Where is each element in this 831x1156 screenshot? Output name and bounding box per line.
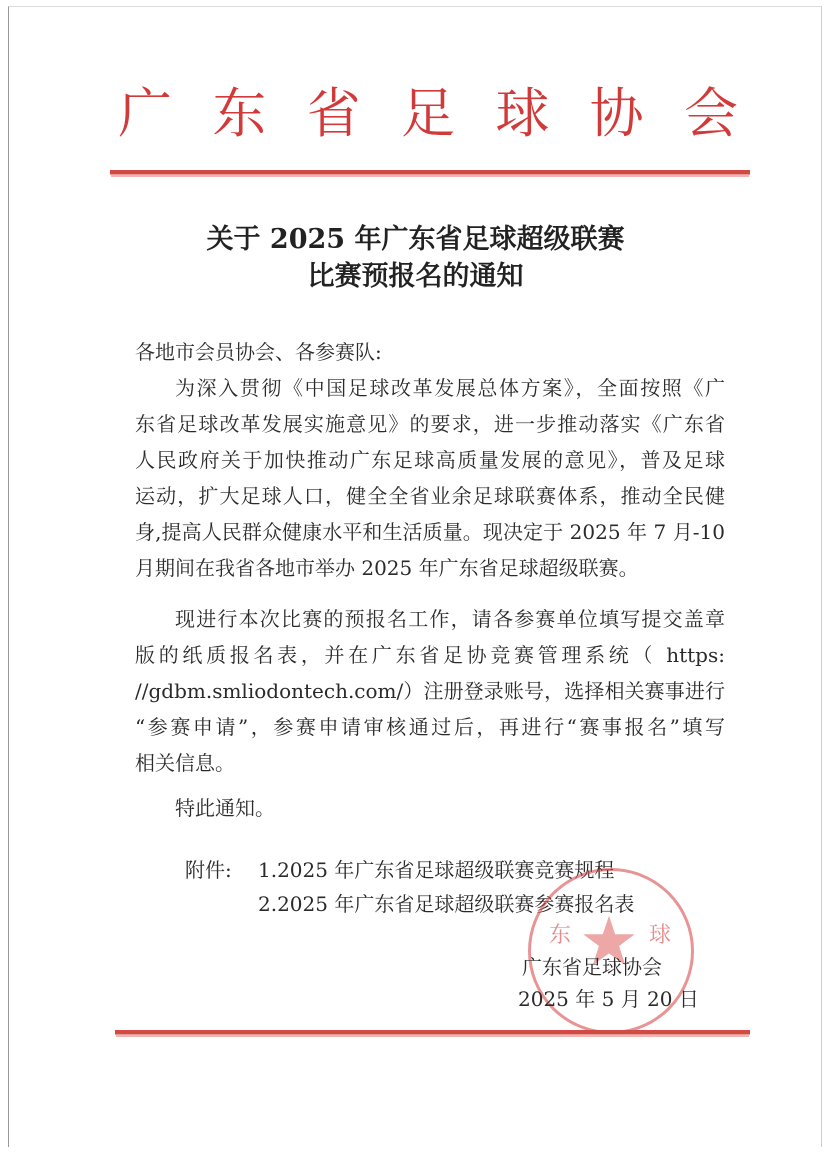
document-title-line2: 比赛预报名的通知 <box>307 261 524 292</box>
letterhead-char: 东 <box>212 82 267 145</box>
paragraph-line: 东省足球改革发展实施意见》的要求，进一步推动落实《广东省 <box>135 412 725 436</box>
attachment-item: 1.2025 年广东省足球超级联赛竞赛规程 <box>258 858 615 882</box>
letterhead-char: 广 <box>118 82 172 145</box>
document-title-line1: 关于 2025 年广东省足球超级联赛 <box>206 224 625 255</box>
paragraph-line: 人民政府关于加快推动广东足球高质量发展的意见》，普及足球 <box>135 448 725 472</box>
paragraph-line: //gdbm.smliodontech.com/）注册登录账号，选择相关赛事进行 <box>135 679 725 703</box>
signature-org: 广东省足球协会 <box>522 955 662 979</box>
closing-text: 特此通知。 <box>175 796 275 820</box>
letterhead-char: 足 <box>400 82 455 145</box>
salutation: 各地市会员协会、各参赛队: <box>135 340 382 364</box>
paragraph-line: 版的纸质报名表，并在广东省足协竞赛管理系统（ https: <box>135 643 725 667</box>
paragraph-line: 相关信息。 <box>135 751 235 775</box>
paragraph-line: 为深入贯彻《中国足球改革发展总体方案》，全面按照《广 <box>175 376 725 400</box>
attachment-item: 2.2025 年广东省足球超级联赛参赛报名表 <box>258 892 635 916</box>
letterhead-char: 会 <box>683 82 738 145</box>
footer-red-rule <box>115 1030 750 1035</box>
letterhead-char: 协 <box>589 82 644 145</box>
header-red-rule <box>110 170 750 175</box>
seal-char: 球 <box>649 923 672 948</box>
attachments-label: 附件: <box>185 858 232 882</box>
paragraph-line: 身,提高人民群众健康水平和生活质量。现决定于 2025 年 7 月-10 <box>135 520 725 544</box>
letterhead-org-name <box>118 82 738 146</box>
paragraph-line: “参赛申请”，参赛申请审核通过后，再进行“赛事报名”填写 <box>135 715 725 739</box>
letterhead-char: 省 <box>306 82 361 145</box>
paragraph-line: 月期间在我省各地市举办 2025 年广东省足球超级联赛。 <box>135 556 639 580</box>
paragraph-line: 现进行本次比赛的预报名工作，请各参赛单位填写提交盖章 <box>175 607 725 631</box>
paragraph-line: 运动，扩大足球人口，健全全省业余足球联赛体系，推动全民健 <box>135 484 725 508</box>
seal-char: 东 <box>549 923 572 948</box>
letterhead-char: 球 <box>495 82 550 145</box>
signature-date: 2025 年 5 月 20 日 <box>518 987 699 1011</box>
